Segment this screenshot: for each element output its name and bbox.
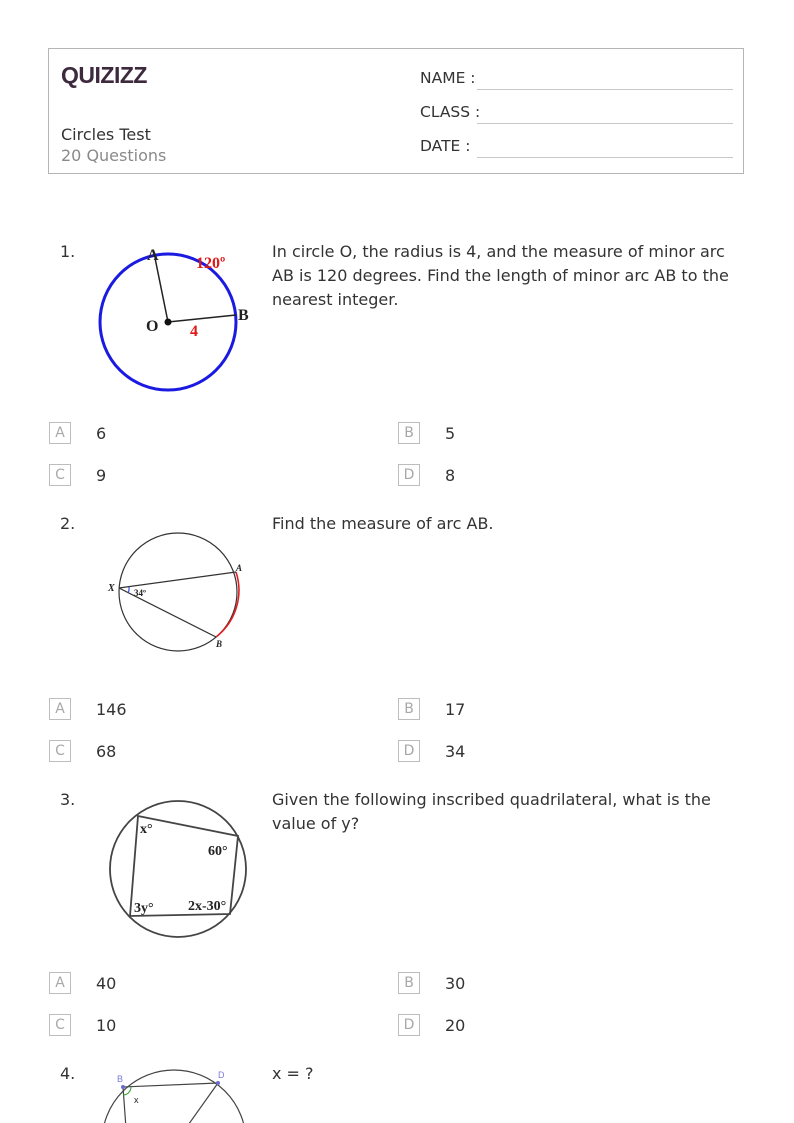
svg-text:2x-30°: 2x-30° [188, 899, 227, 914]
option-d-value: 8 [445, 466, 456, 485]
svg-text:x°: x° [140, 822, 153, 837]
class-line[interactable] [477, 123, 733, 124]
date-label: DATE : [420, 137, 471, 155]
option-a-value: 146 [96, 700, 127, 719]
question-text: In circle O, the radius is 4, and the measure of minor arc AB is 120 degrees. Find the length of minor arc AB to the nearest integer. [272, 242, 729, 309]
svg-text:B: B [216, 639, 223, 649]
svg-text:D: D [218, 1070, 225, 1080]
question-number: 3. [60, 790, 76, 809]
question-text: Find the measure of arc AB. [272, 514, 494, 533]
option-c-value: 68 [96, 742, 117, 761]
option-d-box[interactable]: D [398, 1014, 420, 1036]
option-d-box[interactable]: D [398, 740, 420, 762]
question-4-figure [100, 1068, 250, 1123]
question-number: 1. [60, 242, 76, 261]
class-label: CLASS : [420, 103, 481, 121]
svg-text:60°: 60° [208, 844, 228, 859]
svg-text:34º: 34º [134, 588, 146, 598]
question-3-figure [100, 796, 260, 941]
option-c-box[interactable]: C [49, 464, 71, 486]
svg-text:B: B [117, 1074, 124, 1084]
svg-text:X: X [108, 583, 115, 594]
question-2-figure [100, 526, 260, 666]
option-b-box[interactable]: B [398, 698, 420, 720]
svg-text:120º: 120º [196, 255, 226, 272]
worksheet-header [48, 48, 744, 174]
option-c-value: 9 [96, 466, 107, 485]
option-a-value: 6 [96, 424, 107, 443]
option-d-value: 34 [445, 742, 466, 761]
option-b-value: 30 [445, 974, 466, 993]
question-number: 2. [60, 514, 76, 533]
svg-text:3y°: 3y° [134, 901, 154, 916]
option-c-box[interactable]: C [49, 1014, 71, 1036]
svg-text:4: 4 [190, 323, 198, 340]
name-label: NAME : [420, 69, 476, 87]
svg-text:A: A [236, 563, 243, 573]
question-text: Given the following inscribed quadrilateral, what is the value of y? [272, 790, 711, 833]
option-b-value: 5 [445, 424, 456, 443]
question-1-figure [92, 242, 262, 402]
svg-text:B: B [238, 307, 249, 324]
svg-text:O: O [146, 318, 159, 335]
svg-text:x: x [134, 1095, 139, 1105]
option-b-box[interactable]: B [398, 422, 420, 444]
svg-text:A: A [147, 247, 159, 264]
option-c-value: 10 [96, 1016, 117, 1035]
option-a-box[interactable]: A [49, 698, 71, 720]
option-b-value: 17 [445, 700, 466, 719]
option-a-box[interactable]: A [49, 972, 71, 994]
question-4 [0, 1064, 794, 1123]
quizizz-logo [61, 59, 156, 89]
option-b-box[interactable]: B [398, 972, 420, 994]
option-d-box[interactable]: D [398, 464, 420, 486]
test-title: Circles Test [61, 125, 151, 144]
date-line[interactable] [477, 157, 733, 158]
option-c-box[interactable]: C [49, 740, 71, 762]
question-text: x = ? [272, 1064, 314, 1083]
question-number: 4. [60, 1064, 76, 1083]
option-d-value: 20 [445, 1016, 466, 1035]
svg-text:QUIZIZZ: QUIZIZZ [61, 62, 147, 88]
option-a-value: 40 [96, 974, 117, 993]
option-a-box[interactable]: A [49, 422, 71, 444]
question-count: 20 Questions [61, 146, 167, 165]
name-line[interactable] [477, 89, 733, 90]
